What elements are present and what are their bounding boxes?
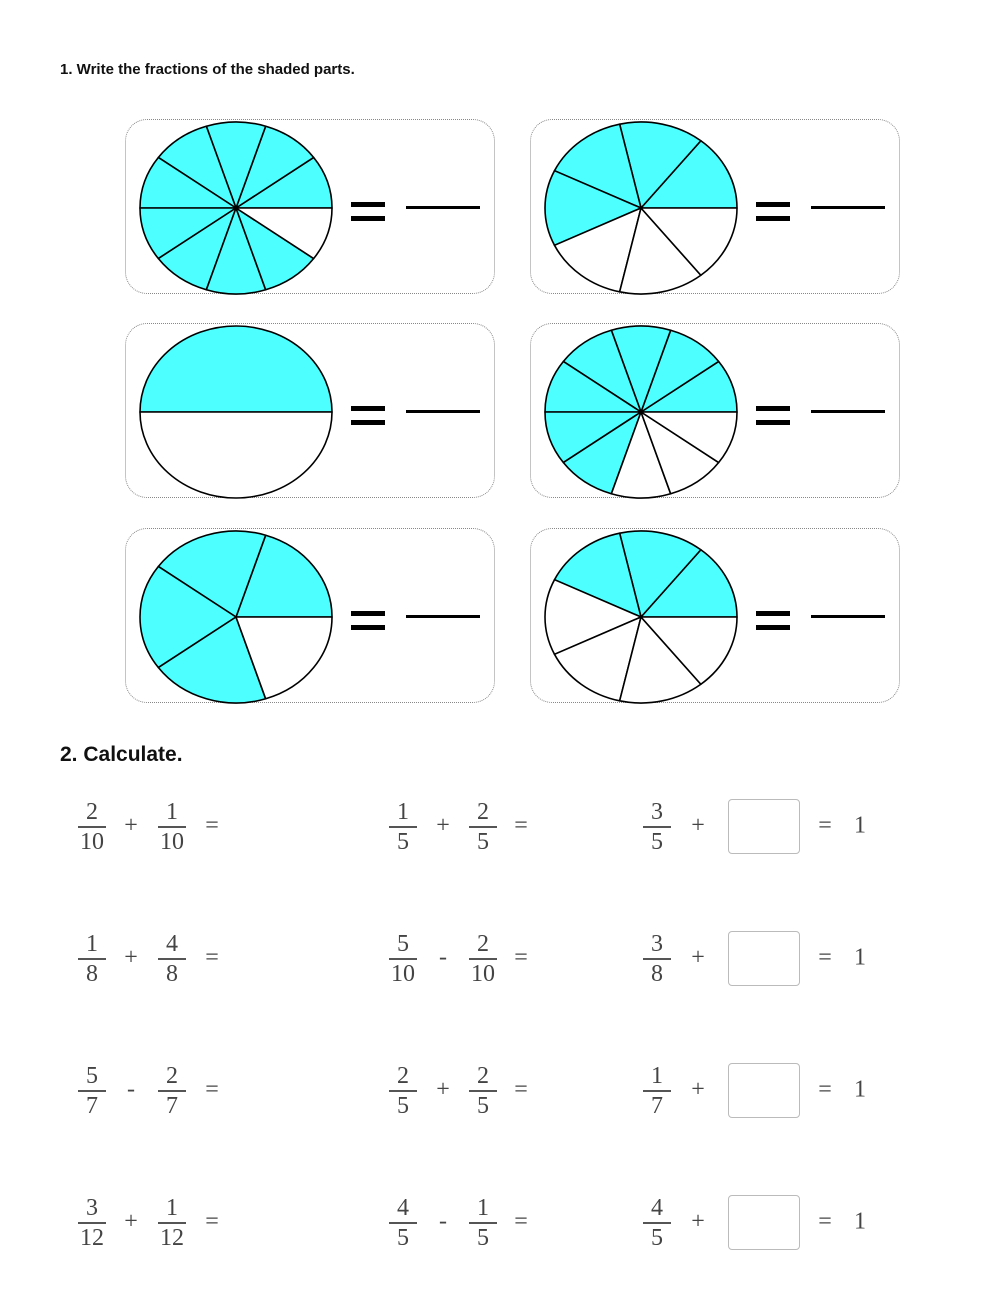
denominator: 5: [477, 1092, 489, 1119]
fraction-bar: [469, 958, 497, 960]
fraction: [158, 1064, 186, 1118]
denominator: 5: [397, 1092, 409, 1119]
result-value: 1: [854, 1208, 866, 1235]
denominator: 7: [86, 1092, 98, 1119]
fraction: [469, 800, 497, 854]
pie-card: [125, 119, 495, 294]
fraction-bar: [158, 958, 186, 960]
fraction-bar: [158, 1090, 186, 1092]
plus-sign: +: [436, 812, 450, 839]
numerator: 1: [651, 1063, 663, 1089]
fraction-bar: [389, 1090, 417, 1092]
fraction-bar: [643, 826, 671, 828]
denominator: 5: [651, 1224, 663, 1251]
denominator: 7: [651, 1092, 663, 1119]
denominator: 12: [80, 1224, 104, 1251]
denominator: 8: [166, 960, 178, 987]
fraction: [643, 800, 671, 854]
denominator: 10: [391, 960, 415, 987]
numerator: 1: [477, 1195, 489, 1221]
fraction: [469, 932, 497, 986]
numerator: 2: [86, 799, 98, 825]
fraction: [389, 800, 417, 854]
fraction-bar: [389, 1222, 417, 1224]
plus-sign: +: [691, 812, 705, 839]
equals-sign: =: [514, 812, 528, 839]
pie-card: [530, 323, 900, 498]
answer-blank-line[interactable]: [406, 615, 480, 618]
answer-input-box[interactable]: [728, 931, 800, 986]
question-2-title: 2. Calculate.: [60, 743, 183, 766]
pie-card: [530, 528, 900, 703]
fraction-bar: [643, 1222, 671, 1224]
plus-sign: +: [124, 1208, 138, 1235]
numerator: 4: [651, 1195, 663, 1221]
denominator: 12: [160, 1224, 184, 1251]
pie-card: [125, 323, 495, 498]
plus-sign: +: [436, 1076, 450, 1103]
numerator: 3: [651, 931, 663, 957]
result-value: 1: [854, 1076, 866, 1103]
equals-sign: [351, 406, 385, 425]
equals-sign: [756, 202, 790, 221]
denominator: 5: [477, 828, 489, 855]
equals-sign: =: [514, 1076, 528, 1103]
fraction-bar: [78, 958, 106, 960]
numerator: 2: [477, 799, 489, 825]
answer-blank-line[interactable]: [811, 410, 885, 413]
denominator: 10: [471, 960, 495, 987]
numerator: 4: [166, 931, 178, 957]
fraction: [158, 1196, 186, 1250]
plus-sign: +: [124, 812, 138, 839]
denominator: 5: [397, 1224, 409, 1251]
equals-sign: =: [514, 944, 528, 971]
fraction: [643, 1196, 671, 1250]
answer-input-box[interactable]: [728, 1195, 800, 1250]
fraction: [389, 1196, 417, 1250]
fraction: [389, 1064, 417, 1118]
plus-sign: +: [691, 1208, 705, 1235]
fraction: [78, 1064, 106, 1118]
equals-sign: =: [514, 1208, 528, 1235]
numerator: 1: [166, 799, 178, 825]
fraction: [78, 1196, 106, 1250]
answer-blank-line[interactable]: [406, 206, 480, 209]
equals-sign: [351, 611, 385, 630]
equals-sign: [756, 406, 790, 425]
equals-sign: =: [818, 1076, 832, 1103]
numerator: 3: [86, 1195, 98, 1221]
minus-sign: -: [127, 1076, 135, 1103]
numerator: 2: [166, 1063, 178, 1089]
numerator: 1: [397, 799, 409, 825]
equals-sign: [756, 611, 790, 630]
denominator: 8: [86, 960, 98, 987]
fraction-bar: [78, 826, 106, 828]
fraction-bar: [643, 958, 671, 960]
equals-sign: =: [818, 944, 832, 971]
result-value: 1: [854, 944, 866, 971]
fraction: [643, 1064, 671, 1118]
fraction-bar: [78, 1222, 106, 1224]
numerator: 3: [651, 799, 663, 825]
pie-card: [125, 528, 495, 703]
question-1-title: 1. Write the fractions of the shaded parts.: [60, 61, 355, 78]
equals-sign: =: [205, 1208, 219, 1235]
denominator: 5: [477, 1224, 489, 1251]
fraction-bar: [469, 1090, 497, 1092]
answer-input-box[interactable]: [728, 1063, 800, 1118]
fraction: [158, 932, 186, 986]
numerator: 2: [397, 1063, 409, 1089]
result-value: 1: [854, 812, 866, 839]
fraction: [643, 932, 671, 986]
denominator: 8: [651, 960, 663, 987]
fraction: [469, 1064, 497, 1118]
fraction: [78, 800, 106, 854]
denominator: 5: [651, 828, 663, 855]
numerator: 1: [166, 1195, 178, 1221]
numerator: 2: [477, 1063, 489, 1089]
minus-sign: -: [439, 1208, 447, 1235]
minus-sign: -: [439, 944, 447, 971]
numerator: 4: [397, 1195, 409, 1221]
equals-sign: =: [818, 812, 832, 839]
denominator: 10: [80, 828, 104, 855]
plus-sign: +: [124, 944, 138, 971]
pie-slice-shaded: [140, 326, 332, 412]
equals-sign: [351, 202, 385, 221]
answer-blank-line[interactable]: [406, 410, 480, 413]
equals-sign: =: [205, 944, 219, 971]
fraction-bar: [643, 1090, 671, 1092]
pie-slice-unshaded: [140, 412, 332, 498]
fraction: [158, 800, 186, 854]
plus-sign: +: [691, 944, 705, 971]
equals-sign: =: [818, 1208, 832, 1235]
fraction-bar: [469, 826, 497, 828]
pie-card: [530, 119, 900, 294]
answer-input-box[interactable]: [728, 799, 800, 854]
fraction-bar: [158, 826, 186, 828]
fraction: [78, 932, 106, 986]
fraction-bar: [389, 958, 417, 960]
denominator: 5: [397, 828, 409, 855]
plus-sign: +: [691, 1076, 705, 1103]
equals-sign: =: [205, 1076, 219, 1103]
numerator: 5: [86, 1063, 98, 1089]
fraction: [389, 932, 417, 986]
numerator: 1: [86, 931, 98, 957]
fraction-bar: [158, 1222, 186, 1224]
denominator: 10: [160, 828, 184, 855]
denominator: 7: [166, 1092, 178, 1119]
fraction-bar: [469, 1222, 497, 1224]
fraction-bar: [389, 826, 417, 828]
numerator: 5: [397, 931, 409, 957]
fraction-bar: [78, 1090, 106, 1092]
answer-blank-line[interactable]: [811, 206, 885, 209]
equals-sign: =: [205, 812, 219, 839]
fraction: [469, 1196, 497, 1250]
numerator: 2: [477, 931, 489, 957]
answer-blank-line[interactable]: [811, 615, 885, 618]
